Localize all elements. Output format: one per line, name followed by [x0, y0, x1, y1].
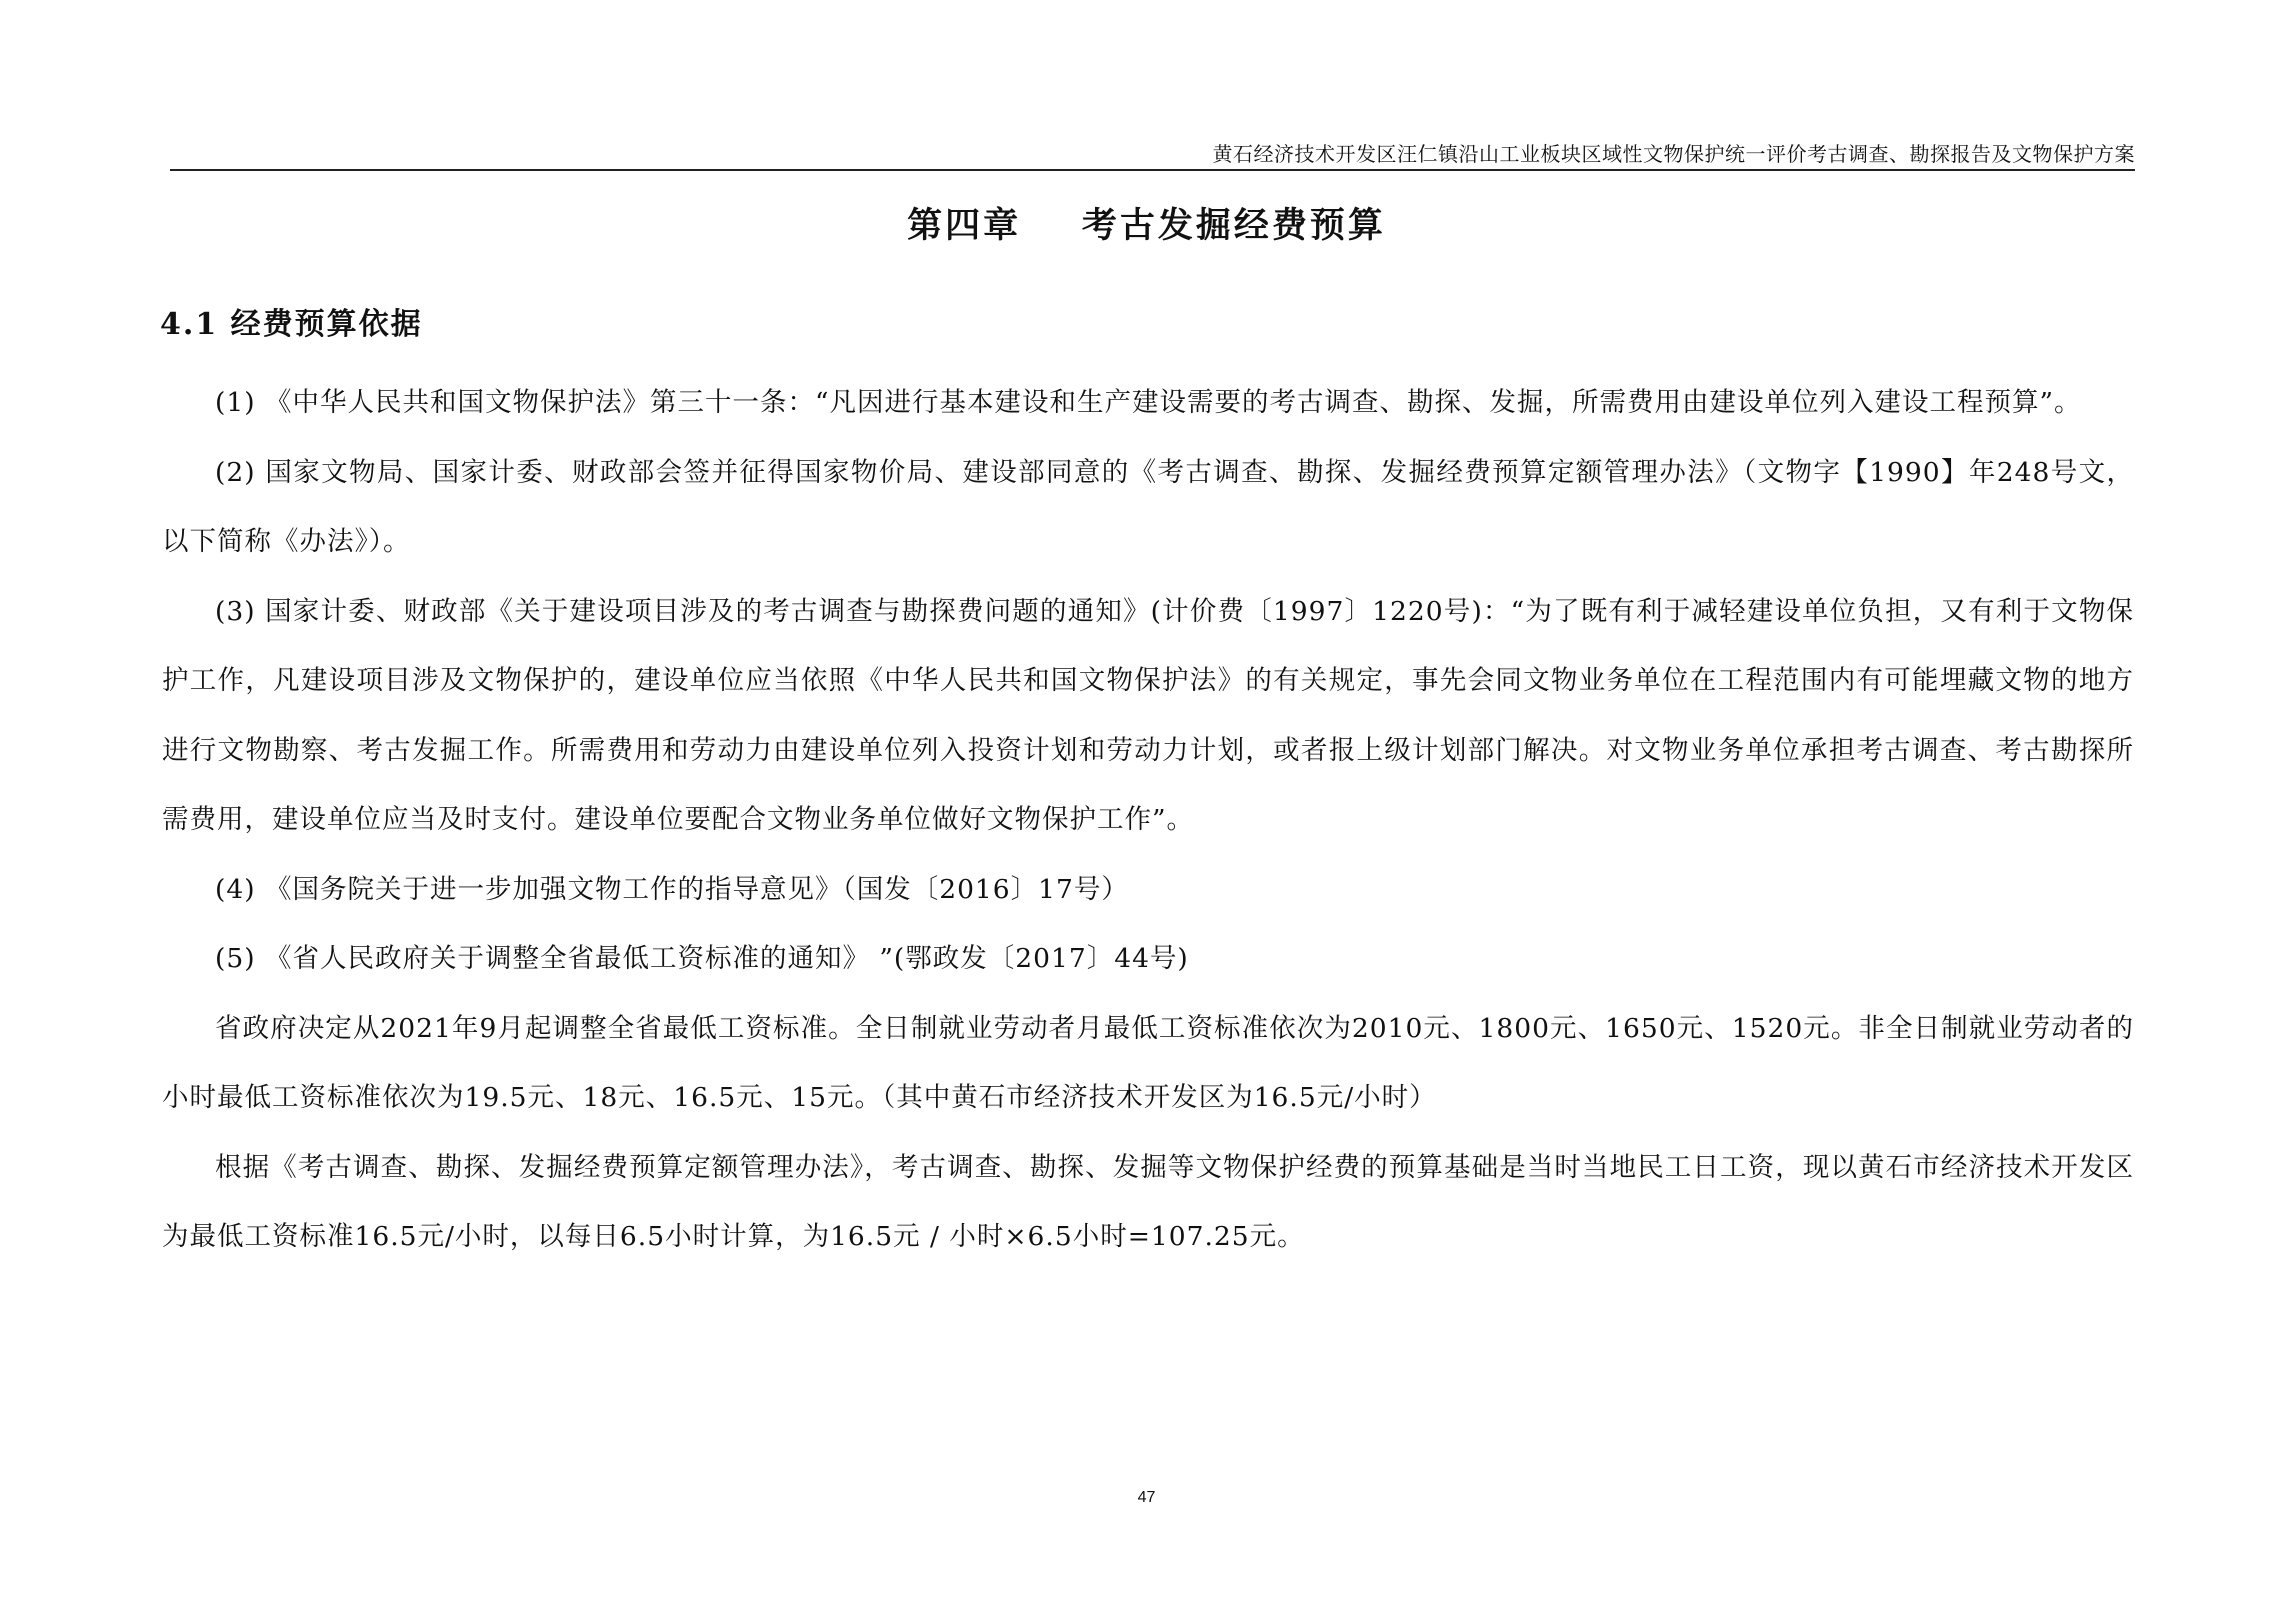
- paragraph-basis-4: (4) 《国务院关于进一步加强文物工作的指导意见》（国发〔2016〕17号）: [215, 873, 1129, 905]
- document-body: [162, 368, 2134, 1272]
- section-heading: 4.1 经费预算依据: [160, 307, 423, 342]
- paragraph-basis-2: (2) 国家文物局、国家计委、财政部会签并征得国家物价局、建设部同意的《考古调查、勘探、发掘经费预算定额管理办法》（文物字【1990】年248号文，以下简称《办法》）。: [162, 456, 2134, 557]
- chapter-title: 第四章 考古发掘经费预算: [907, 205, 1386, 246]
- paragraph-basis-5: (5) 《省人民政府关于调整全省最低工资标准的通知》 ”(鄂政发〔2017〕44号): [215, 943, 1189, 974]
- paragraph-basis-3: (3) 国家计委、财政部《关于建设项目涉及的考古调查与勘探费问题的通知》(计价费〔1997〕1220号)：“为了既有利于减轻建设单位负担，又有利于文物保护工作，凡建设项目涉及文物保护的，建设单位应当依照《中华人民共和国文物保护法》的有关规定，事先会同文物业务单位在工程范围内有可能埋藏文物的地方进行文物勘察、考古发掘工作。所需费用和劳动力由建设单位列入投资计划和劳动力计划，或者报上级计划部门解决。对文物业务单位承担考古调查、考古勘探所需费用，建设单位应当及时支付。建设单位要配合文物业务单位做好文物保护工作”。: [162, 595, 2134, 835]
- paragraph-daily-wage-calculation: 根据《考古调查、勘探、发掘经费预算定额管理办法》，考古调查、勘探、发掘等文物保护经费的预算基础是当时当地民工日工资，现以黄石市经济技术开发区为最低工资标准16.5元/小时，以每日6.5小时计算，为16.5元 / 小时×6.5小时=107.25元。: [162, 1151, 2134, 1252]
- running-header: 黄石经济技术开发区汪仁镇沿山工业板块区域性文物保护统一评价考古调查、勘探报告及文物保护方案: [1212, 142, 2135, 166]
- header-divider: [170, 169, 2135, 171]
- page-number: 47: [1137, 1489, 1156, 1506]
- paragraph-minimum-wage: 省政府决定从2021年9月起调整全省最低工资标准。全日制就业劳动者月最低工资标准依次为2010元、1800元、1650元、1520元。非全日制就业劳动者的小时最低工资标准依次为19.5元、18元、16.5元、15元。（其中黄石市经济技术开发区为16.5元/小时）: [162, 1012, 2134, 1113]
- paragraph-basis-1: (1) 《中华人民共和国文物保护法》第三十一条：“凡因进行基本建设和生产建设需要的考古调查、勘探、发掘，所需费用由建设单位列入建设工程预算”。: [215, 387, 2082, 418]
